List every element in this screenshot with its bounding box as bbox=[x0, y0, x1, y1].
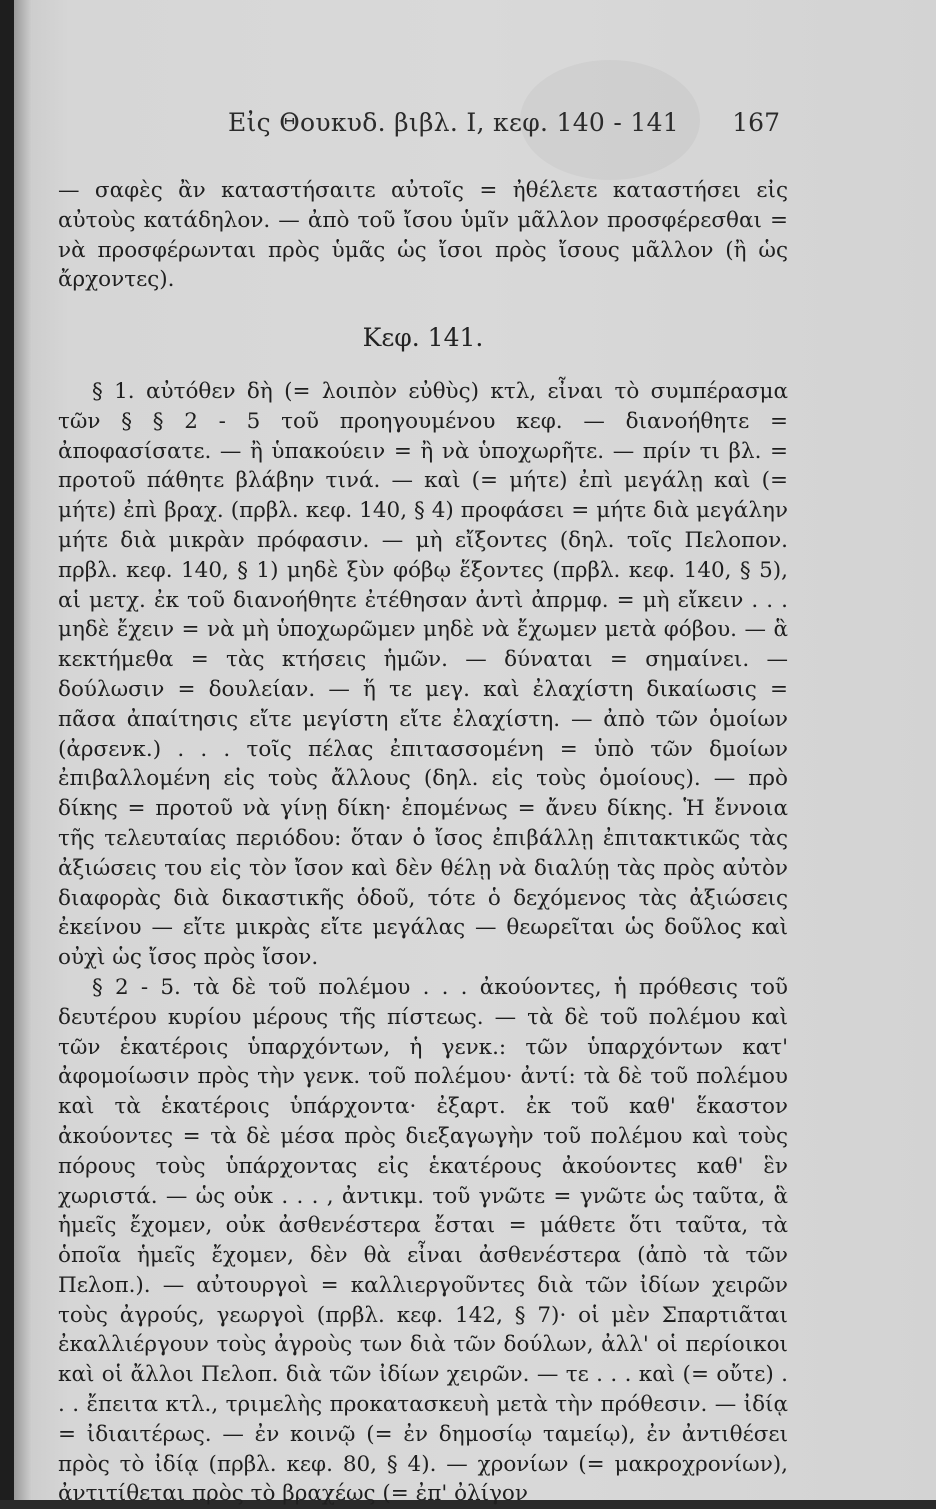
paragraph-1: — σαφὲς ἂν καταστήσαιτε αὐτοῖς = ἠθέλετε καταστήσει εἰς αὐτοὺς κατάδηλον. — ἀπὸ τοῦ ἴσου ὑμῖν μᾶλλον προσφέρεσθαι = νὰ προσφέρωνται πρὸς ὑμᾶς ὡς ἴσοι πρὸς ἴσους μᾶλλον (ἢ ὡς ἄρχοντες). bbox=[58, 178, 788, 293]
page-number: 167 bbox=[732, 108, 780, 137]
paragraph-2: § 1. αὐτόθεν δὴ (= λοιπὸν εὐθὺς) κτλ, εἶναι τὸ συμπέρασμα τῶν § § 2 - 5 τοῦ προηγουμένου κεφ. — διανοήθητε = ἀποφασίσατε. — ἢ ὑπακούειν = ἢ νὰ ὑποχωρῆτε. — πρίν τι βλ. = προτοῦ πάθητε βλάβην τινά. — καὶ (= μήτε) ἐπὶ μεγάλῃ καὶ (= μήτε) ἐπὶ βραχ. (πρβλ. κεφ. 140, § 4) προφάσει = μήτε διὰ μεγάλην μήτε διὰ μικρὰν πρόφασιν. — μὴ εἴξοντες (δηλ. τοῖς Πελοπον. πρβλ. κεφ. 140, § 1) μηδὲ ξὺν φόβῳ ἕξοντες (πρβλ. κεφ. 140, § 5), αἱ μετχ. ἐκ τοῦ διανοήθητε ἐτέθησαν ἀντὶ ἀπρμφ. = μὴ εἴκειν . . . μηδὲ ἔχειν = νὰ μὴ ὑποχωρῶμεν μηδὲ νὰ ἔχωμεν μετὰ φόβου. — ἃ κεκτήμεθα = τὰς κτήσεις ἡμῶν. — δύναται = σημαίνει. — δούλωσιν = δουλείαν. — ἥ τε μεγ. καὶ ἐλαχίστη δικαίωσις = πᾶσα ἀπαίτησις εἴτε μεγίστη εἴτε ἐλαχίστη. — ἀπὸ τῶν ὁμοίων (ἀρσενκ.) . . . τοῖς πέλας ἐπιτασσομένη = ὑπὸ τῶν δμοίων ἐπιβαλλομένη εἰς τοὺς ἄλλους (δηλ. εἰς τοὺς ὁμοίους). — πρὸ δίκης = προτοῦ νὰ γίνῃ δίκη· ἐπομένως = ἄνευ δίκης. Ἡ ἔννοια τῆς τελευταίας περιόδου: ὅταν ὁ ἴσος ἐπιβάλλῃ ἐπιτακτικῶς τὰς ἀξιώσεις του εἰς τὸν ἴσον καὶ δὲν θέλῃ νὰ διαλύῃ τὰς πρὸς αὐτὸν διαφορὰς διὰ δικαστικῆς ὁδοῦ, τότε ὁ δεχόμενος τὰς ἀξιώσεις ἐκείνου — εἴτε μικρὰς εἴτε μεγάλας — θεωρεῖται ὡς δοῦλος καὶ οὐχὶ ὡς ἴσος πρὸς ἴσον. bbox=[58, 378, 788, 971]
commentary-text bbox=[58, 176, 788, 1509]
paragraph-3: § 2 - 5. τὰ δὲ τοῦ πολέμου . . . ἀκούοντες, ἡ πρόθεσις τοῦ δευτέρου κυρίου μέρους τῆς πίστεως. — τὰ δὲ τοῦ πολέμου καὶ τῶν ἑκατέροις ὑπαρχόντων, ἡ γενκ.: τῶν ὑπαρχόντων κατ' ἀφομοίωσιν πρὸς τὴν γενκ. τοῦ πολέμου· ἀντί: τὰ δὲ τοῦ πολέμου καὶ τὰ ἑκατέροις ὑπάρχοντα· ἐξαρτ. ἐκ τοῦ καθ' ἕκαστον ἀκούοντες = τὰ δὲ μέσα πρὸς διεξαγωγὴν τοῦ πολέμου καὶ τοὺς πόρους τοὺς ὑπάρχοντας εἰς ἑκατέρους ἀκούοντες καθ' ἓν χωριστά. — ὡς οὐκ . . . , ἀντικμ. τοῦ γνῶτε = γνῶτε ὡς ταῦτα, ἃ ἡμεῖς ἔχομεν, οὐκ ἀσθενέστερα ἔσται = μάθετε ὅτι ταῦτα, τὰ ὁποῖα ἡμεῖς ἔχομεν, δὲν θὰ εἶναι ἀσθενέστερα (ἀπὸ τὰ τῶν Πελοπ.). — αὐτουργοὶ = καλλιεργοῦντες διὰ τῶν ἰδίων χειρῶν τοὺς ἀγρούς, γεωργοὶ (πρβλ. κεφ. 142, § 7)· οἱ μὲν Σπαρτιᾶται ἐκαλλιέργουν τοὺς ἀγροὺς των διὰ τῶν δούλων, ἀλλ' οἱ περίοικοι καὶ οἱ ἄλλοι Πελοπ. διὰ τῶν ἰδίων χειρῶν. — τε . . . καὶ (= οὔτε) . . . ἔπειτα κτλ., τριμελὴς προκατασκευὴ μετὰ τὴν πρόθεσιν. — ἰδίᾳ = ἰδιαιτέρως. — ἐν κοινῷ (= ἐν δημοσίῳ ταμείῳ), ἐν ἀντιθέσει πρὸς τὸ ἰδίᾳ (πρβλ. κεφ. 80, § 4). — χρονίων (= μακροχρονίων), ἀντιτίθεται πρὸς τὸ βραχέως (= ἐπ' ὀλίγον bbox=[58, 974, 788, 1507]
page-header bbox=[60, 108, 780, 148]
page-gutter bbox=[14, 0, 32, 1500]
running-head: Εἰς Θουκυδ. βιβλ. Ι, κεφ. 140 - 141 bbox=[228, 108, 679, 137]
section-title: Κεφ. 141. bbox=[362, 323, 484, 353]
